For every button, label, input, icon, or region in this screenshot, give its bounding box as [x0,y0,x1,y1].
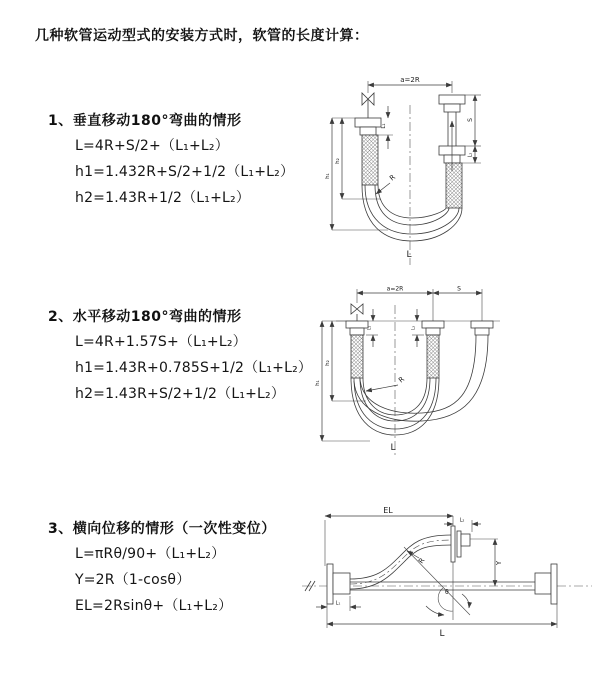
label-l: L [439,629,445,639]
diagram-vertical-180-svg [318,73,600,270]
formula-list [75,133,338,211]
braided-hose [446,163,462,208]
label-s: S [467,118,474,122]
dimension-l [327,604,557,639]
diagram-horizontal-180-svg [310,283,600,470]
left-pipe-fitting [355,118,381,185]
diagram-lateral-displacement [298,502,600,659]
middle-pipe-fitting [422,321,444,378]
formula-line: L=πRθ/90+（L₁+L₂） [75,546,226,562]
dimension-l2 [444,518,481,533]
section-heading: 3、横向位移的情形（一次性变位） [48,521,276,537]
section-vertical-movement [48,110,338,211]
left-flange [327,564,350,604]
diagram-vertical-180-bend [318,73,600,270]
formula-line: L=4R+S/2+（L₁+L₂） [75,138,229,154]
formula-line: h2=1.43R+S/2+1/2（L₁+L₂） [75,386,286,402]
section-lateral-displacement [48,518,338,619]
formula-line: h2=1.43R+1/2（L₁+L₂） [75,190,251,206]
label-h1: h₁ [325,173,331,179]
formula-line: h1=1.432R+S/2+1/2（L₁+L₂） [75,164,295,180]
section-horizontal-movement [48,306,338,407]
braided-hose [427,335,439,378]
dimension-el [325,506,453,620]
label-s: S [457,285,461,293]
label-r: R [388,173,398,183]
formula-line: h1=1.43R+0.785S+1/2（L₁+L₂） [75,360,313,376]
label-l2: L₂ [411,325,417,331]
right-flange [535,564,557,604]
label-a2r: a=2R [386,285,404,293]
u-hose-moved [354,335,488,421]
label-l1: L₁ [335,600,341,607]
label-l: L [390,443,396,453]
diagram-horizontal-180-bend [310,283,600,470]
left-pipe-fitting [346,321,368,378]
label-theta: θ [445,589,449,596]
label-h1: h₁ [315,380,321,386]
label-r: R [397,375,407,385]
braided-hose [362,135,378,185]
radius-leader [376,173,397,194]
formula-line: Y=2R（1-cosθ） [75,572,191,588]
right-pipe-fitting [439,95,465,208]
label-a2r: a=2R [400,76,420,84]
label-l2: L₂ [459,517,465,524]
section-heading: 1、垂直移动180°弯曲的情形 [48,113,242,129]
dimension-l1 [316,596,361,611]
valve-icon [362,93,374,118]
dimension-l1 [376,106,393,149]
label-h2: h₂ [335,158,341,164]
diagram-lateral-svg [298,502,600,659]
label-el: EL [383,506,393,515]
dimension-l1 [366,309,378,347]
braided-hose [351,335,363,378]
s-curve-hose [350,535,451,589]
formula-list [75,329,338,407]
label-l1: L₁ [367,325,373,331]
valve-icon [351,304,363,321]
formula-line: L=4R+1.57S+（L₁+L₂） [75,334,247,350]
radius-leader [366,375,406,391]
label-l1: L₁ [381,123,387,129]
section-heading: 2、水平移动180°弯曲的情形 [48,309,242,325]
top-flange [451,526,498,562]
label-h2: h₂ [325,360,331,366]
formula-line: EL=2Rsinθ+（L₁+L₂） [75,598,233,614]
label-r: R [417,556,427,566]
page-title: 几种软管运动型式的安装方式时，软管的长度计算： [35,28,369,44]
dimension-y [495,539,503,586]
label-l: L [406,250,412,260]
label-l2: L₂ [467,152,474,158]
label-y: Y [495,560,503,566]
right-pipe-fitting [471,321,493,335]
